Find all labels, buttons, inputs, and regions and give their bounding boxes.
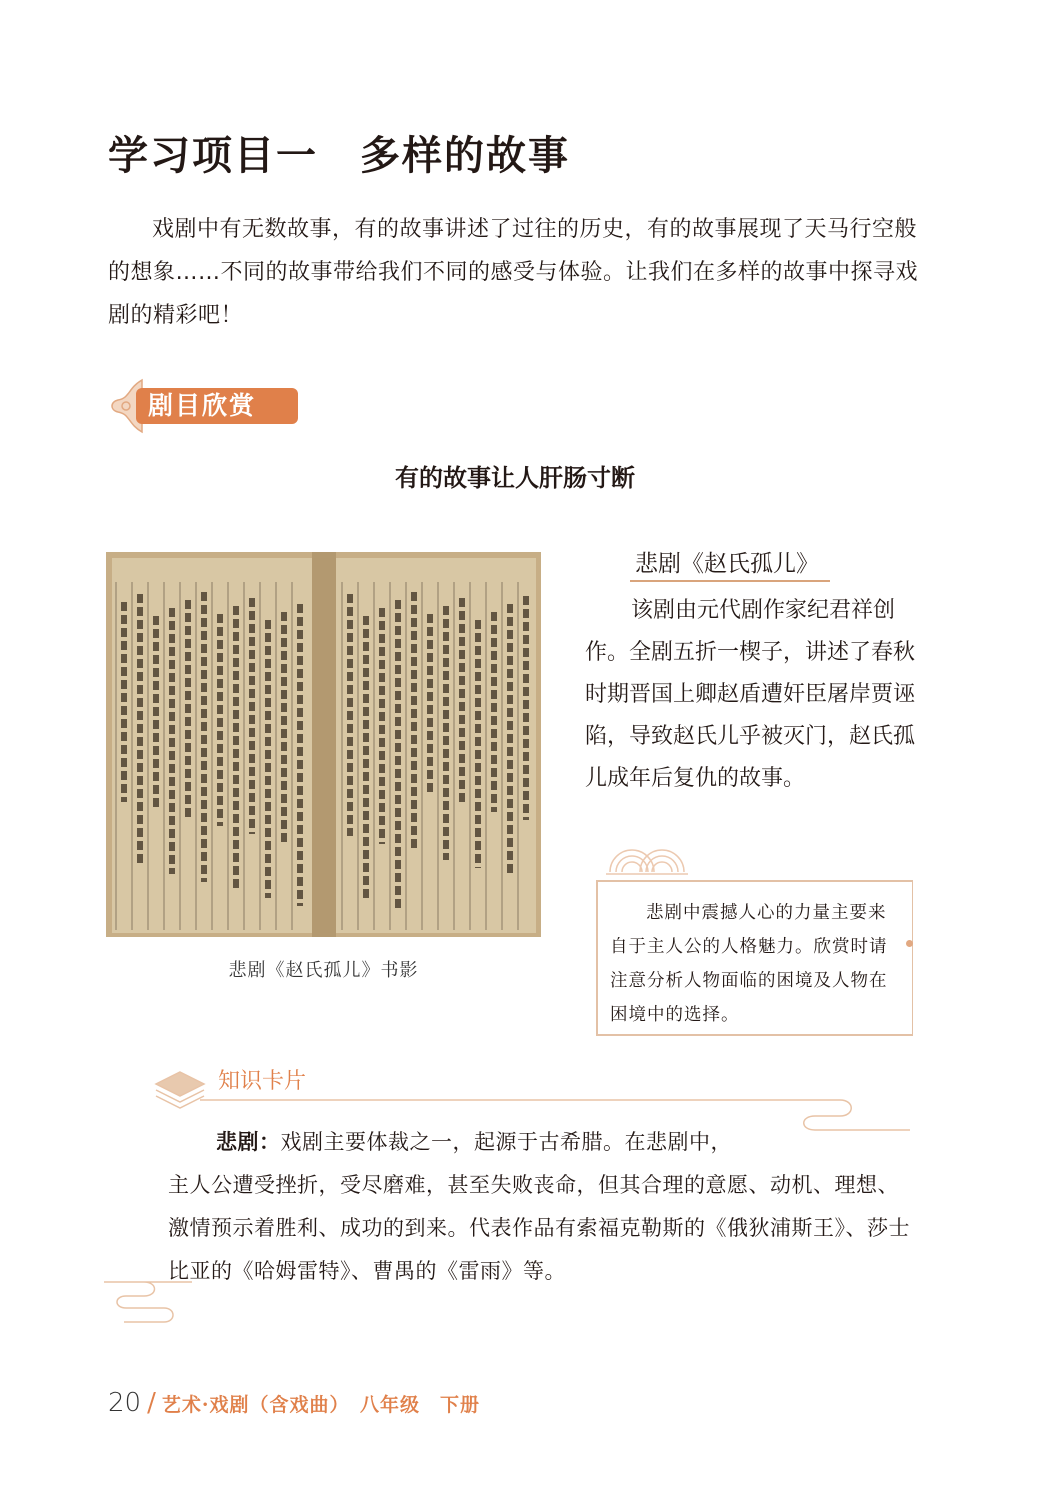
wave-ornament-icon bbox=[104, 1278, 194, 1330]
badge-label: 剧目欣赏 bbox=[148, 391, 257, 420]
definition-line1: 戏剧主要体裁之一，起源于古希腊。在悲剧中， bbox=[280, 1130, 732, 1154]
book-title: 艺术·戏剧（含戏曲） 八年级 下册 bbox=[161, 1394, 480, 1416]
title-underline bbox=[630, 580, 830, 582]
page-title: 学习项目一 多样的故事 bbox=[108, 133, 570, 179]
play-title: 悲剧《赵氏孤儿》 bbox=[635, 551, 819, 577]
term: 悲剧： bbox=[216, 1130, 281, 1154]
knowledge-card-label: 知识卡片 bbox=[218, 1069, 307, 1094]
intro-paragraph: 戏剧中有无数故事，有的故事讲述了过往的历史，有的故事展现了天马行空般的想象……不同的故事带给我们不同的感受与体验。让我们在多样的故事中探寻戏剧的精彩吧！ bbox=[108, 217, 919, 328]
knowledge-card-text bbox=[168, 1121, 920, 1293]
image-caption: 悲剧《赵氏孤儿》书影 bbox=[228, 960, 419, 981]
page-number: 20 bbox=[108, 1388, 142, 1418]
tip-text: 悲剧中震撼人心的力量主要来自于主人公的人格魅力。欣赏时请注意分析人物面临的困境及人物在困境中的选择。 bbox=[610, 903, 888, 1025]
definition-rest: 主人公遭受挫折，受尽磨难，甚至失败丧命，但其合理的意愿、动机、理想、激情预示着胜利、成功的到来。代表作品有索福克勒斯的《俄狄浦斯王》、莎士比亚的《哈姆雷特》、曹禺的《雷雨》等。 bbox=[168, 1173, 910, 1283]
section-badge bbox=[108, 378, 300, 434]
subheading: 有的故事让人肝肠寸断 bbox=[395, 464, 635, 492]
footer-separator: / bbox=[147, 1388, 156, 1418]
dot-ornament bbox=[906, 940, 913, 947]
page-footer bbox=[108, 1388, 480, 1418]
cloud-ornament-icon bbox=[600, 828, 690, 880]
book-image bbox=[106, 552, 541, 937]
ancient-book-picture bbox=[106, 552, 541, 937]
play-description: 该剧由元代剧作家纪君祥创作。全剧五折一楔子，讲述了春秋时期晋国上卿赵盾遭奸臣屠岸贾诬陷，导致赵氏儿乎被灭门，赵氏孤儿成年后复仇的故事。 bbox=[585, 598, 916, 791]
